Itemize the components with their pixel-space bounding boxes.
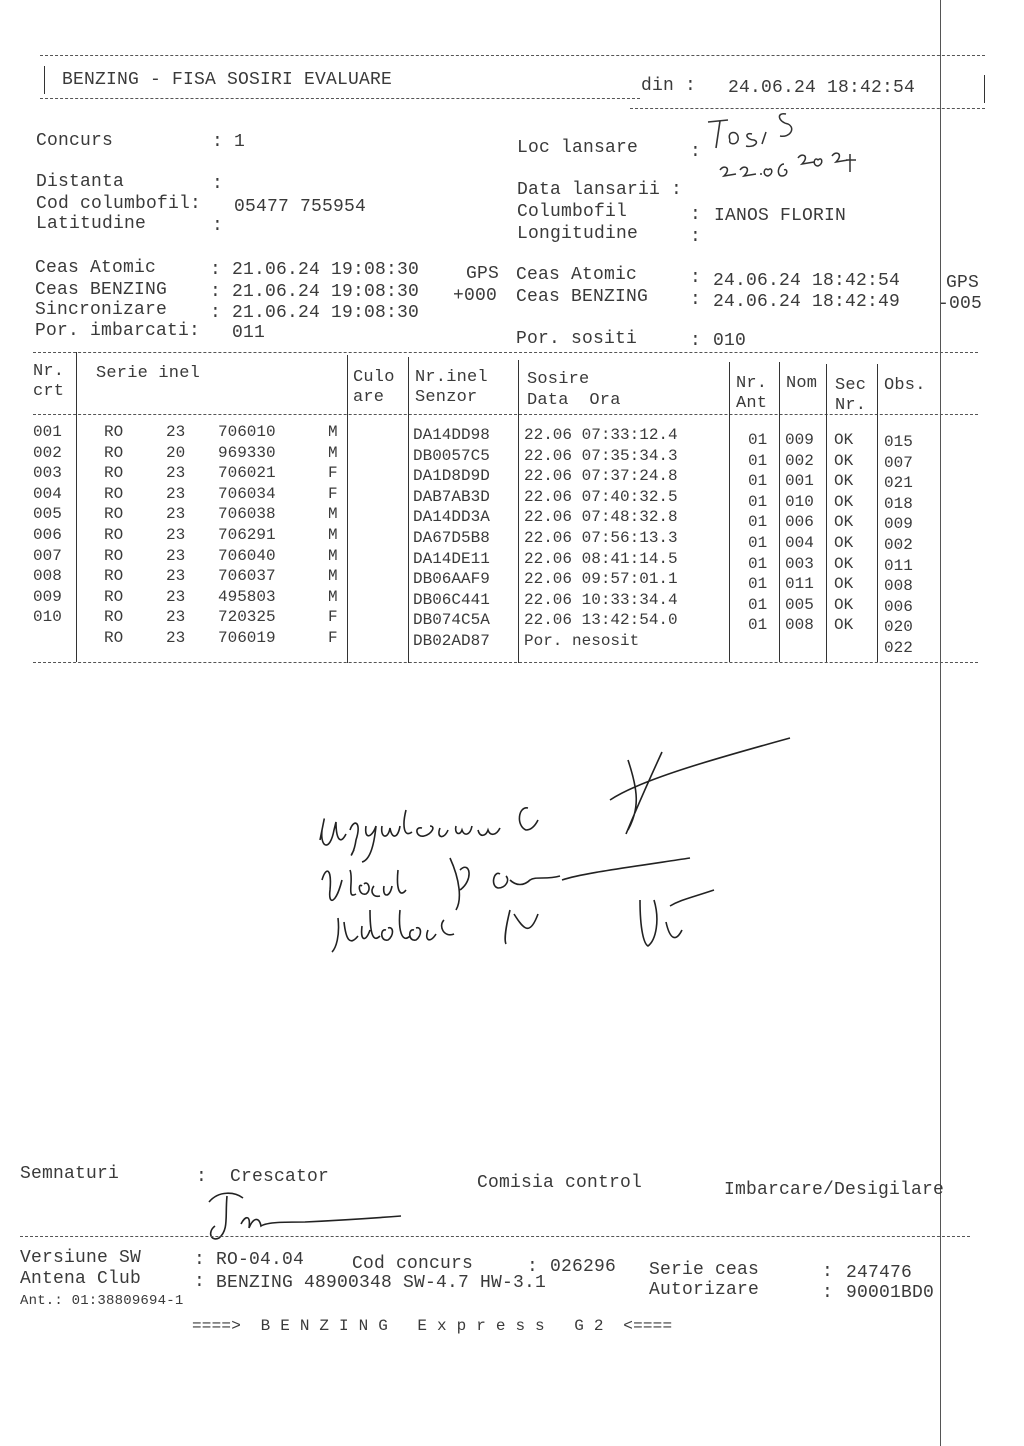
cell-obs: 020 bbox=[884, 618, 913, 637]
cell-sex: M bbox=[328, 526, 338, 544]
header-nr-ant-1: Nr. bbox=[736, 374, 768, 393]
cell-tara: RO bbox=[104, 464, 124, 483]
cell-inel: 495803 bbox=[218, 587, 276, 606]
cell-senzor: DA14DD98 bbox=[413, 426, 490, 444]
cell-an: 23 bbox=[166, 608, 186, 627]
cell-senzor: DAB7AB3D bbox=[413, 487, 490, 506]
cell-sex: M bbox=[328, 423, 338, 441]
colon: : bbox=[194, 1272, 206, 1292]
cell-nom: 010 bbox=[785, 492, 814, 511]
cell-ant: 01 bbox=[748, 451, 768, 470]
cell-tara: RO bbox=[104, 608, 124, 627]
cell-inel: 706037 bbox=[218, 567, 276, 586]
cell-nr: 004 bbox=[33, 484, 62, 503]
por-sositi-label: Por. sositi bbox=[516, 329, 638, 349]
cell-nr: 002 bbox=[33, 443, 62, 462]
cell-sec: OK bbox=[834, 451, 854, 470]
header-sec-1: Sec bbox=[835, 376, 867, 395]
table-row bbox=[0, 587, 1000, 616]
header-nr-ant-2: Ant bbox=[736, 394, 768, 413]
cell-sex: F bbox=[328, 629, 338, 647]
por-imbarcati-label: Por. imbarcati: bbox=[35, 321, 201, 341]
crescator-signature bbox=[205, 1186, 415, 1246]
cell-senzor: DA14DD3A bbox=[413, 508, 490, 527]
cell-sex: M bbox=[328, 443, 338, 462]
din-label: din : bbox=[641, 76, 697, 96]
cell-tara: RO bbox=[104, 526, 124, 544]
cell-an: 23 bbox=[166, 464, 186, 483]
cell-sosire: 22.06 08:41:14.5 bbox=[524, 549, 678, 568]
ceas-benzing-start-value: 21.06.24 19:08:30 bbox=[232, 282, 420, 302]
cell-nom: 008 bbox=[785, 616, 814, 635]
imbarcare-desigilare-label: Imbarcare/Desigilare bbox=[724, 1180, 945, 1200]
autorizare-value: 90001BD0 bbox=[846, 1283, 935, 1303]
cell-sosire: 22.06 07:48:32.8 bbox=[524, 508, 678, 527]
cell-obs: 011 bbox=[884, 556, 913, 575]
table-row bbox=[0, 443, 1000, 472]
loc-colon: : bbox=[690, 142, 702, 162]
cell-sosire: 22.06 07:40:32.5 bbox=[524, 487, 678, 506]
din-value: 24.06.24 18:42:54 bbox=[728, 78, 916, 98]
header-culoare-2: are bbox=[353, 388, 385, 407]
crescator-label: Crescator bbox=[230, 1167, 330, 1187]
cell-an: 23 bbox=[166, 629, 186, 647]
data-lansarii-label: Data lansarii : bbox=[517, 180, 683, 200]
cell-obs: 006 bbox=[884, 597, 913, 616]
cell-nr: 010 bbox=[33, 608, 62, 627]
cell-senzor: DB0057C5 bbox=[413, 446, 490, 465]
header-sec-2: Nr. bbox=[835, 396, 867, 415]
header-sosire: Sosire bbox=[527, 370, 590, 389]
header-nom: Nom bbox=[786, 374, 818, 393]
colon: : bbox=[196, 1167, 208, 1187]
cell-obs: 021 bbox=[884, 474, 913, 493]
cell-obs: 015 bbox=[884, 433, 913, 451]
cell-sex: M bbox=[328, 567, 338, 586]
table-row bbox=[0, 566, 1000, 596]
cod-concurs-label: Cod concurs bbox=[352, 1254, 474, 1274]
colon: : bbox=[690, 268, 702, 288]
cell-sosire: Por. nesosit bbox=[524, 632, 640, 650]
table-row bbox=[0, 607, 1000, 637]
cell-senzor: DA1D8D9D bbox=[413, 467, 490, 486]
cell-ant: 01 bbox=[748, 513, 768, 532]
cell-inel: 706010 bbox=[218, 423, 276, 441]
table-row bbox=[0, 463, 1000, 493]
antena-club-value: BENZING 48900348 SW-4.7 HW-3.1 bbox=[216, 1273, 547, 1293]
table-row bbox=[0, 628, 1000, 657]
por-imbarcati-value: 011 bbox=[232, 323, 266, 343]
ceas-benzing-start-label: Ceas BENZING bbox=[35, 280, 168, 300]
cell-ant: 01 bbox=[748, 575, 768, 594]
cell-sosire: 22.06 10:33:34.4 bbox=[524, 590, 678, 609]
columbofil-colon: : bbox=[690, 205, 702, 225]
cod-columbofil-value: 05477 755954 bbox=[234, 197, 367, 217]
longitudine-colon: : bbox=[690, 227, 702, 247]
cell-nr: 005 bbox=[33, 505, 62, 524]
versiune-sw-value: RO-04.04 bbox=[216, 1250, 305, 1270]
cell-inel: 706021 bbox=[218, 464, 276, 483]
ceas-atomic-end-label: Ceas Atomic bbox=[516, 265, 638, 285]
cell-nr: 009 bbox=[33, 587, 62, 606]
serie-ceas-label: Serie ceas bbox=[649, 1260, 760, 1280]
cell-ant: 01 bbox=[748, 431, 768, 449]
cell-sosire: 22.06 09:57:01.1 bbox=[524, 570, 678, 589]
cell-nom: 004 bbox=[785, 534, 814, 552]
handwritten-names bbox=[310, 730, 800, 970]
table-row bbox=[0, 422, 1000, 451]
report-title: BENZING - FISA SOSIRI EVALUARE bbox=[62, 70, 393, 90]
cell-tara: RO bbox=[104, 567, 124, 586]
colon: : bbox=[822, 1283, 834, 1303]
cell-sec: OK bbox=[834, 534, 854, 552]
cell-inel: 969330 bbox=[218, 443, 276, 462]
colon: : bbox=[690, 290, 702, 310]
cell-inel: 706034 bbox=[218, 484, 276, 503]
cell-nr: 006 bbox=[33, 526, 62, 544]
latitudine-colon: : bbox=[212, 216, 224, 236]
cell-ant: 01 bbox=[748, 534, 768, 552]
cell-ant: 01 bbox=[748, 595, 768, 614]
cell-nom: 011 bbox=[785, 575, 814, 594]
cell-sosire: 22.06 07:56:13.3 bbox=[524, 529, 678, 547]
cell-senzor: DA67D5B8 bbox=[413, 529, 490, 547]
cell-inel: 706040 bbox=[218, 546, 276, 565]
cell-sec: OK bbox=[834, 492, 854, 511]
handwritten-loc-date bbox=[700, 108, 870, 188]
cell-senzor: DB06AAF9 bbox=[413, 570, 490, 589]
cell-an: 23 bbox=[166, 567, 186, 586]
cell-nom: 003 bbox=[785, 554, 814, 573]
cell-nom: 006 bbox=[785, 513, 814, 532]
cell-sosire: 22.06 07:35:34.3 bbox=[524, 446, 678, 465]
cell-nr: 008 bbox=[33, 567, 62, 586]
serie-ceas-value: 247476 bbox=[846, 1263, 913, 1283]
cell-nom: 002 bbox=[785, 451, 814, 470]
cell-sec: OK bbox=[834, 616, 854, 635]
cell-nom: 005 bbox=[785, 595, 814, 614]
columbofil-label: Columbofil bbox=[517, 202, 628, 222]
header-culoare-1: Culo bbox=[353, 368, 395, 387]
columbofil-value: IANOS FLORIN bbox=[714, 206, 847, 226]
cell-nr: 007 bbox=[33, 546, 62, 565]
cell-sosire: 22.06 13:42:54.0 bbox=[524, 611, 678, 630]
cell-sec: OK bbox=[834, 431, 854, 449]
cell-sec: OK bbox=[834, 575, 854, 594]
cell-tara: RO bbox=[104, 546, 124, 565]
cell-obs: 007 bbox=[884, 453, 913, 472]
cell-inel: 720325 bbox=[218, 608, 276, 627]
cell-sec: OK bbox=[834, 554, 854, 573]
cell-tara: RO bbox=[104, 443, 124, 462]
cell-ant: 01 bbox=[748, 472, 768, 491]
ceas-benzing-end-label: Ceas BENZING bbox=[516, 287, 649, 307]
cell-an: 23 bbox=[166, 423, 186, 441]
ceas-atomic-start-label: Ceas Atomic bbox=[35, 258, 157, 278]
cell-nom: 009 bbox=[785, 431, 814, 449]
colon: : bbox=[690, 331, 702, 351]
cell-senzor: DB06C441 bbox=[413, 590, 490, 609]
cell-sex: M bbox=[328, 546, 338, 565]
cell-ant: 01 bbox=[748, 492, 768, 511]
cell-nom: 001 bbox=[785, 472, 814, 491]
table-row bbox=[0, 546, 1000, 575]
cell-inel: 706019 bbox=[218, 629, 276, 647]
cell-tara: RO bbox=[104, 505, 124, 524]
versiune-sw-label: Versiune SW bbox=[20, 1248, 142, 1268]
cell-an: 23 bbox=[166, 587, 186, 606]
cod-columbofil-label: Cod columbofil: bbox=[36, 194, 202, 214]
autorizare-label: Autorizare bbox=[649, 1280, 760, 1300]
cell-sex: M bbox=[328, 587, 338, 606]
cell-obs: 022 bbox=[884, 639, 913, 657]
colon: : bbox=[210, 303, 222, 323]
cell-inel: 706291 bbox=[218, 526, 276, 544]
ceas-benzing-end-suffix: -005 bbox=[938, 294, 983, 314]
ceas-atomic-start-value: 21.06.24 19:08:30 bbox=[232, 260, 420, 280]
cell-inel: 706038 bbox=[218, 505, 276, 524]
cell-obs: 002 bbox=[884, 536, 913, 554]
table-row bbox=[0, 484, 1000, 513]
cell-an: 23 bbox=[166, 505, 186, 524]
loc-lansare-label: Loc lansare bbox=[517, 138, 639, 158]
cell-obs: 008 bbox=[884, 577, 913, 596]
ceas-atomic-end-value: 24.06.24 18:42:54 bbox=[713, 271, 901, 291]
cell-sec: OK bbox=[834, 513, 854, 532]
latitudine-label: Latitudine bbox=[36, 214, 147, 234]
concurs-label: Concurs bbox=[36, 131, 114, 151]
cell-ant: 01 bbox=[748, 616, 768, 635]
header-data-ora: Data Ora bbox=[527, 391, 621, 410]
cell-an: 23 bbox=[166, 484, 186, 503]
colon: : bbox=[194, 1250, 206, 1270]
comisia-control-label: Comisia control bbox=[477, 1173, 643, 1193]
cod-concurs-value: 026296 bbox=[550, 1257, 617, 1277]
header-obs: Obs. bbox=[884, 376, 926, 395]
antena-club-label: Antena Club bbox=[20, 1269, 142, 1289]
colon: : bbox=[210, 260, 222, 280]
cell-an: 23 bbox=[166, 526, 186, 544]
longitudine-label: Longitudine bbox=[517, 224, 639, 244]
header-serie-inel: Serie inel bbox=[96, 364, 201, 383]
ceas-atomic-start-suffix: GPS bbox=[466, 264, 500, 284]
cell-an: 20 bbox=[166, 443, 186, 462]
sincronizare-value: 21.06.24 19:08:30 bbox=[232, 303, 420, 323]
cell-tara: RO bbox=[104, 423, 124, 441]
semnaturi-label: Semnaturi bbox=[20, 1164, 120, 1184]
por-sositi-value: 010 bbox=[713, 331, 747, 351]
sincronizare-label: Sincronizare bbox=[35, 300, 168, 320]
header-senzor: Senzor bbox=[415, 388, 478, 407]
colon: : bbox=[822, 1262, 834, 1282]
cell-sosire: 22.06 07:33:12.4 bbox=[524, 426, 678, 444]
header-crt: crt bbox=[33, 382, 65, 401]
header-nr: Nr. bbox=[33, 362, 65, 381]
distanta-colon: : bbox=[212, 174, 224, 194]
cell-sex: F bbox=[328, 464, 338, 483]
cell-ant: 01 bbox=[748, 554, 768, 573]
cell-sex: F bbox=[328, 608, 338, 627]
benzing-banner: ====> B E N Z I N G E x p r e s s G 2 <==== bbox=[192, 1317, 673, 1335]
cell-tara: RO bbox=[104, 587, 124, 606]
cell-sex: F bbox=[328, 484, 338, 503]
cell-tara: RO bbox=[104, 484, 124, 503]
cell-senzor: DB074C5A bbox=[413, 611, 490, 630]
cell-nr: 001 bbox=[33, 423, 62, 441]
cell-sec: OK bbox=[834, 595, 854, 614]
colon: : bbox=[527, 1257, 539, 1277]
ant-info: Ant.: 01:38809694-1 bbox=[20, 1293, 184, 1309]
cell-obs: 009 bbox=[884, 515, 913, 534]
cell-an: 23 bbox=[166, 546, 186, 565]
ceas-atomic-end-suffix: GPS bbox=[946, 273, 980, 293]
cell-sosire: 22.06 07:37:24.8 bbox=[524, 467, 678, 486]
cell-senzor: DA14DE11 bbox=[413, 549, 490, 568]
cell-sex: M bbox=[328, 505, 338, 524]
page-edge-line bbox=[940, 0, 941, 1446]
distanta-label: Distanta bbox=[36, 172, 125, 192]
cell-tara: RO bbox=[104, 629, 124, 647]
ceas-benzing-end-value: 24.06.24 18:42:49 bbox=[713, 292, 901, 312]
colon: : bbox=[210, 282, 222, 302]
table-row bbox=[0, 525, 1000, 554]
cell-senzor: DB02AD87 bbox=[413, 632, 490, 650]
cell-obs: 018 bbox=[884, 494, 913, 513]
concurs-colon: : bbox=[212, 132, 235, 152]
table-row bbox=[0, 504, 1000, 534]
cell-nr: 003 bbox=[33, 464, 62, 483]
ceas-benzing-start-suffix: +000 bbox=[453, 286, 498, 306]
header-nr-inel: Nr.inel bbox=[415, 368, 488, 387]
cell-sec: OK bbox=[834, 472, 854, 491]
concurs-value: 1 bbox=[234, 132, 246, 152]
